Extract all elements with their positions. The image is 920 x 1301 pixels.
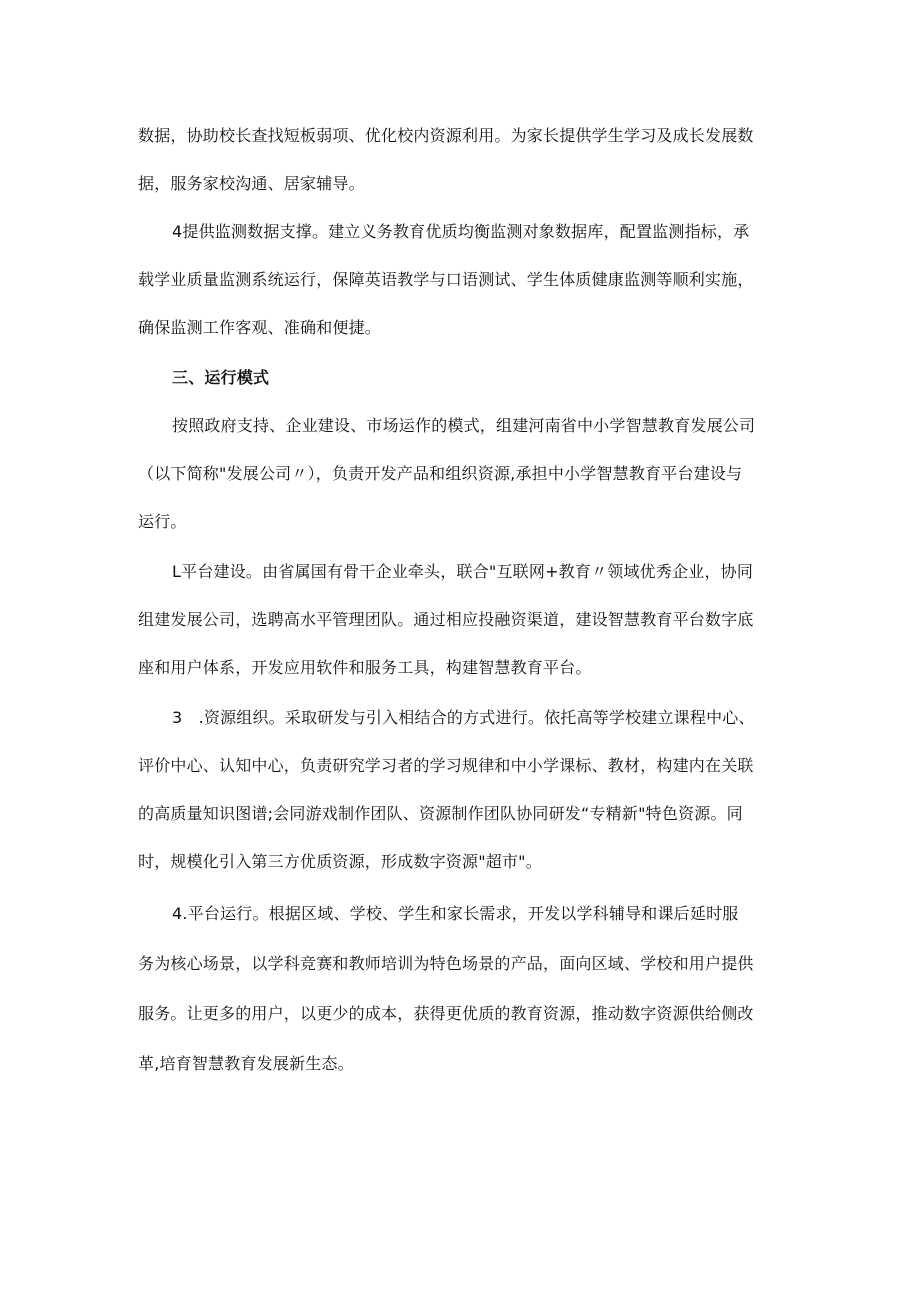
- paragraph-line: 4.平台运行。根据区域、学校、学生和家长需求，开发以学科辅导和课后延时服: [172, 904, 739, 923]
- paragraph-line: 时，规模化引入第三方优质资源，形成数字资源"超市"。: [138, 852, 542, 871]
- paragraph-line: 务为核心场景，以学科竞赛和教师培训为特色场景的产品，面向区域、学校和用户提供: [138, 954, 754, 973]
- paragraph-line: （以下简称"发展公司〃），负责开发产品和组织资源,承担中小学智慧教育平台建设与: [138, 464, 743, 483]
- paragraph-line: 据，服务家校沟通、居家辅导。: [138, 174, 365, 193]
- paragraph-line: 的高质量知识图谱;会同游戏制作团队、资源制作团队协同研发“专精新"特色资源。同: [138, 804, 743, 823]
- paragraph-line: 评价中心、认知中心，负责研究学习者的学习规律和中小学课标、教材，构建内在关联: [138, 756, 754, 775]
- paragraph-line: 数据，协助校长查找短板弱项、优化校内资源利用。为家长提供学生学习及成长发展数: [138, 126, 754, 145]
- paragraph-line: 组建发展公司，选聘高水平管理团队。通过相应投融资渠道，建设智慧教育平台数字底: [138, 610, 754, 629]
- paragraph-line: 载学业质量监测系统运行，保障英语教学与口语测试、学生体质健康监测等顺利实施，: [138, 270, 754, 289]
- paragraph-line: L平台建设。由省属国有骨干企业牵头，联合"互联网+教育〃领域优秀企业，协同: [172, 562, 754, 581]
- section-heading: 三、运行模式: [172, 368, 270, 387]
- paragraph-line: 革,培育智慧教育发展新生态。: [138, 1054, 354, 1073]
- paragraph-line: 服务。让更多的用户，以更少的成本，获得更优质的教育资源，推动数字资源供给侧改: [138, 1004, 754, 1023]
- paragraph-line: 运行。: [138, 512, 187, 531]
- paragraph-line: 4提供监测数据支撑。建立义务教育优质均衡监测对象数据库，配置监测指标，承: [172, 222, 750, 241]
- paragraph-line: 按照政府支持、企业建设、市场运作的模式，组建河南省中小学智慧教育发展公司: [172, 416, 756, 435]
- paragraph-line: 3 .资源组织。采取研发与引入相结合的方式进行。依托高等学校建立课程中心、: [172, 708, 755, 727]
- paragraph-line: 确保监测工作客观、准确和便捷。: [138, 318, 382, 337]
- paragraph-line: 座和用户体系，开发应用软件和服务工具，构建智慧教育平台。: [138, 658, 592, 677]
